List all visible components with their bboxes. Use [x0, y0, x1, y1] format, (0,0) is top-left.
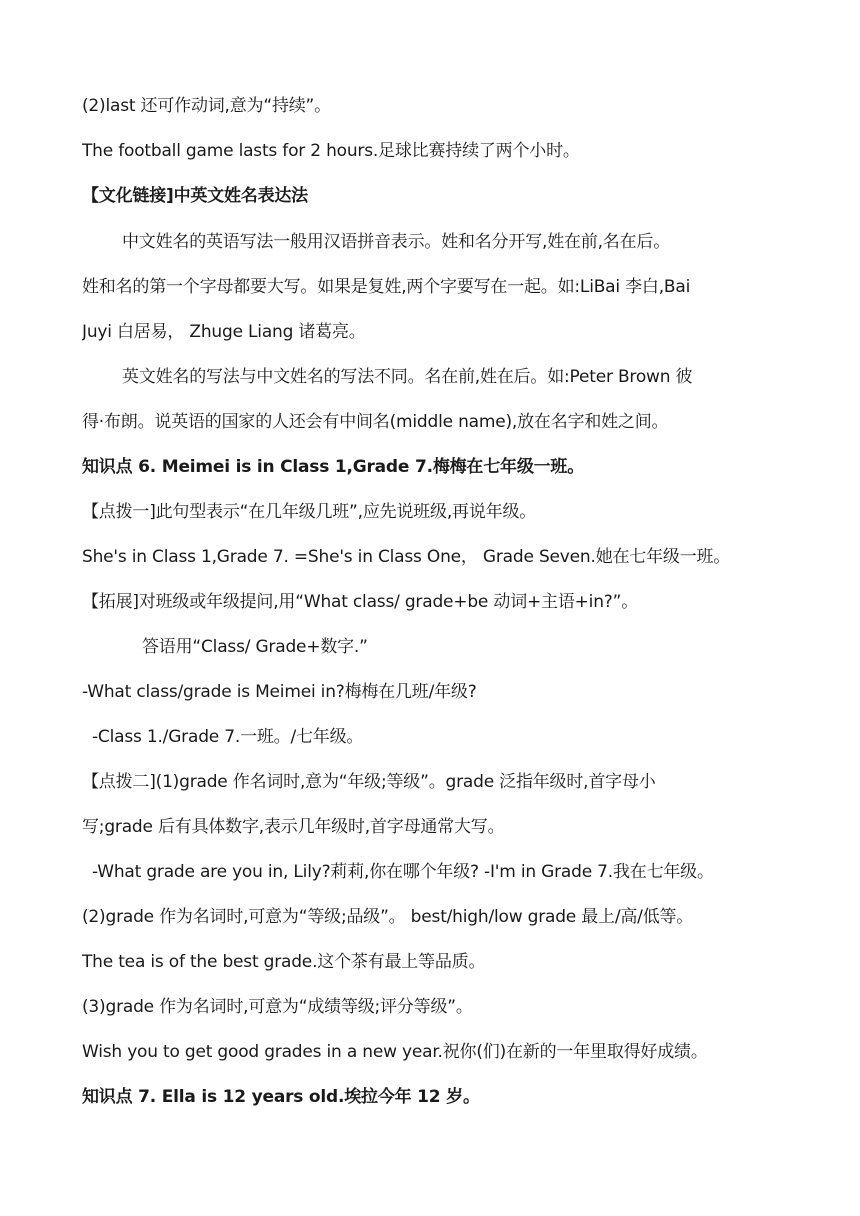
grade-score-line: (3)grade 作为名词时,可意为“成绩等级;评分等级”。 — [82, 997, 473, 1017]
wish-example-line: Wish you to get good grades in a new year.祝你(们)在新的一年里取得好成绩。 — [82, 1042, 708, 1062]
paragraph-english-names-line2: 得·布朗。说英语的国家的人还会有中间名(middle name),放在名字和姓之间。 — [82, 412, 669, 432]
tea-example-line: The tea is of the best grade.这个茶有最上等品质。 — [82, 952, 486, 972]
extension-line: 【拓展]对班级或年级提问,用“What class/ grade+be 动词+主语+in?”。 — [82, 592, 639, 612]
tip-two-line2: 写;grade 后有具体数字,表示几年级时,首字母通常大写。 — [82, 817, 505, 837]
section-heading-culture-link: 【文化链接]中英文姓名表达法 — [82, 186, 308, 206]
text-line-football-example: The football game lasts for 2 hours.足球比赛持续了两个小时。 — [82, 141, 580, 161]
grade-dialogue-line: -What grade are you in, Lily?莉莉,你在哪个年级? -I'm in Grade 7.我在七年级。 — [92, 862, 714, 882]
dialogue-question-line: -What class/grade is Meimei in?梅梅在几班/年级? — [82, 682, 477, 702]
dialogue-answer-line: -Class 1./Grade 7.一班。/七年级。 — [92, 727, 364, 747]
grade-quality-line: (2)grade 作为名词时,可意为“等级;品级”。 best/high/low grade 最上/高/低等。 — [82, 907, 694, 927]
knowledge-point-6-heading: 知识点 6. Meimei is in Class 1,Grade 7.梅梅在七年级一班。 — [82, 457, 585, 477]
answer-format-line: 答语用“Class/ Grade+数字.” — [142, 637, 368, 657]
paragraph-chinese-names-line1: 中文姓名的英语写法一般用汉语拼音表示。姓和名分开写,姓在前,名在后。 — [122, 232, 671, 252]
tip-one-line: 【点拨一]此句型表示“在几年级几班”,应先说班级,再说年级。 — [82, 502, 537, 522]
tip-two-line1: 【点拨二](1)grade 作名词时,意为“年级;等级”。grade 泛指年级时,首字母小 — [82, 772, 656, 792]
knowledge-point-7-heading: 知识点 7. Ella is 12 years old.埃拉今年 12 岁。 — [82, 1087, 480, 1107]
paragraph-chinese-names-line2: 姓和名的第一个字母都要大写。如果是复姓,两个字要写在一起。如:LiBai 李白,Bai — [82, 277, 691, 297]
paragraph-chinese-names-line3: Juyi 白居易， Zhuge Liang 诸葛亮。 — [82, 322, 366, 342]
text-line-last-verb: (2)last 还可作动词,意为“持续”。 — [82, 96, 331, 116]
class-grade-example: She's in Class 1,Grade 7. =She's in Class One， Grade Seven.她在七年级一班。 — [82, 547, 731, 567]
paragraph-english-names-line1: 英文姓名的写法与中文姓名的写法不同。名在前,姓在后。如:Peter Brown 彼 — [122, 367, 693, 387]
